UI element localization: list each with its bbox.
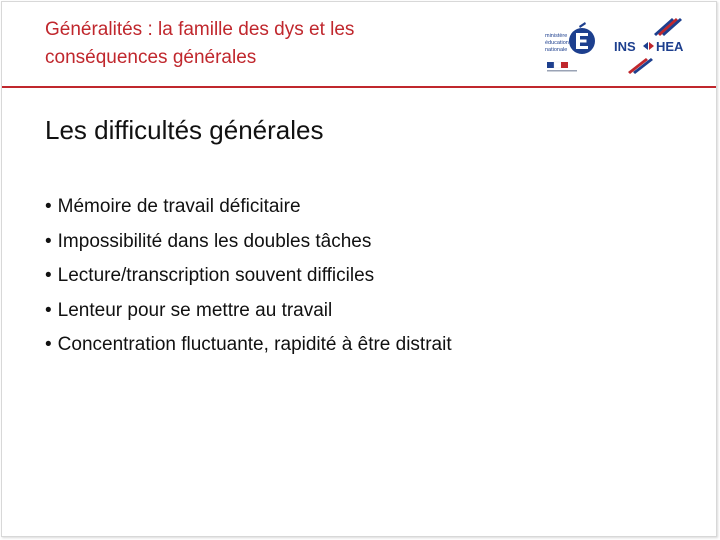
bullet-text: Impossibilité dans les doubles tâches: [57, 230, 372, 252]
bullet-item: [45, 225, 452, 260]
bullet-text: Concentration fluctuante, rapidité à être distrait: [57, 334, 452, 355]
inshea-arrow-right-icon: [649, 42, 654, 50]
men-logo-text-1: ministère: [545, 33, 568, 39]
bullet-list: [45, 190, 452, 363]
section-title: Les difficultés générales: [45, 115, 324, 145]
bullet-dot: •: [45, 299, 52, 321]
bullet-dot: •: [45, 265, 52, 286]
men-logo-text-3: nationale: [545, 47, 568, 53]
bullet-dot: •: [45, 334, 52, 355]
slide: [1, 1, 717, 537]
bullet-dot: •: [45, 230, 52, 252]
inshea-stripe-2: [658, 18, 678, 36]
bullet-dot: •: [45, 196, 52, 217]
bullet-item: [45, 190, 452, 225]
inshea-arrow-left-icon: [643, 42, 648, 50]
ministere-education-logo: [545, 17, 601, 75]
header-title-line-2: conséquences générales: [45, 47, 257, 68]
men-logo-text-2: éducation: [545, 40, 569, 46]
bullet-item: [45, 328, 452, 363]
flag-blue-stripe: [547, 62, 554, 68]
inshea-logo: [610, 16, 694, 74]
inshea-logo-right-text: HEA: [656, 39, 684, 54]
men-logo-underline: [547, 70, 577, 72]
inshea-logo-left-text: INS: [614, 39, 636, 54]
bullet-text: Mémoire de travail déficitaire: [57, 196, 301, 217]
flag-red-stripe: [561, 62, 568, 68]
bullet-text: Lenteur pour se mettre au travail: [57, 299, 333, 321]
men-logo-accent: [579, 22, 586, 28]
bullet-item: [45, 294, 452, 329]
bullet-item: [45, 259, 452, 294]
header-title-line-1: Généralités : la famille des dys et les: [45, 19, 355, 40]
men-logo-e-letter: [576, 33, 588, 49]
slide-header-title: [45, 16, 515, 72]
header-divider: [2, 86, 716, 88]
bullet-text: Lecture/transcription souvent difficiles: [57, 265, 375, 286]
flag-white-stripe: [554, 62, 561, 68]
